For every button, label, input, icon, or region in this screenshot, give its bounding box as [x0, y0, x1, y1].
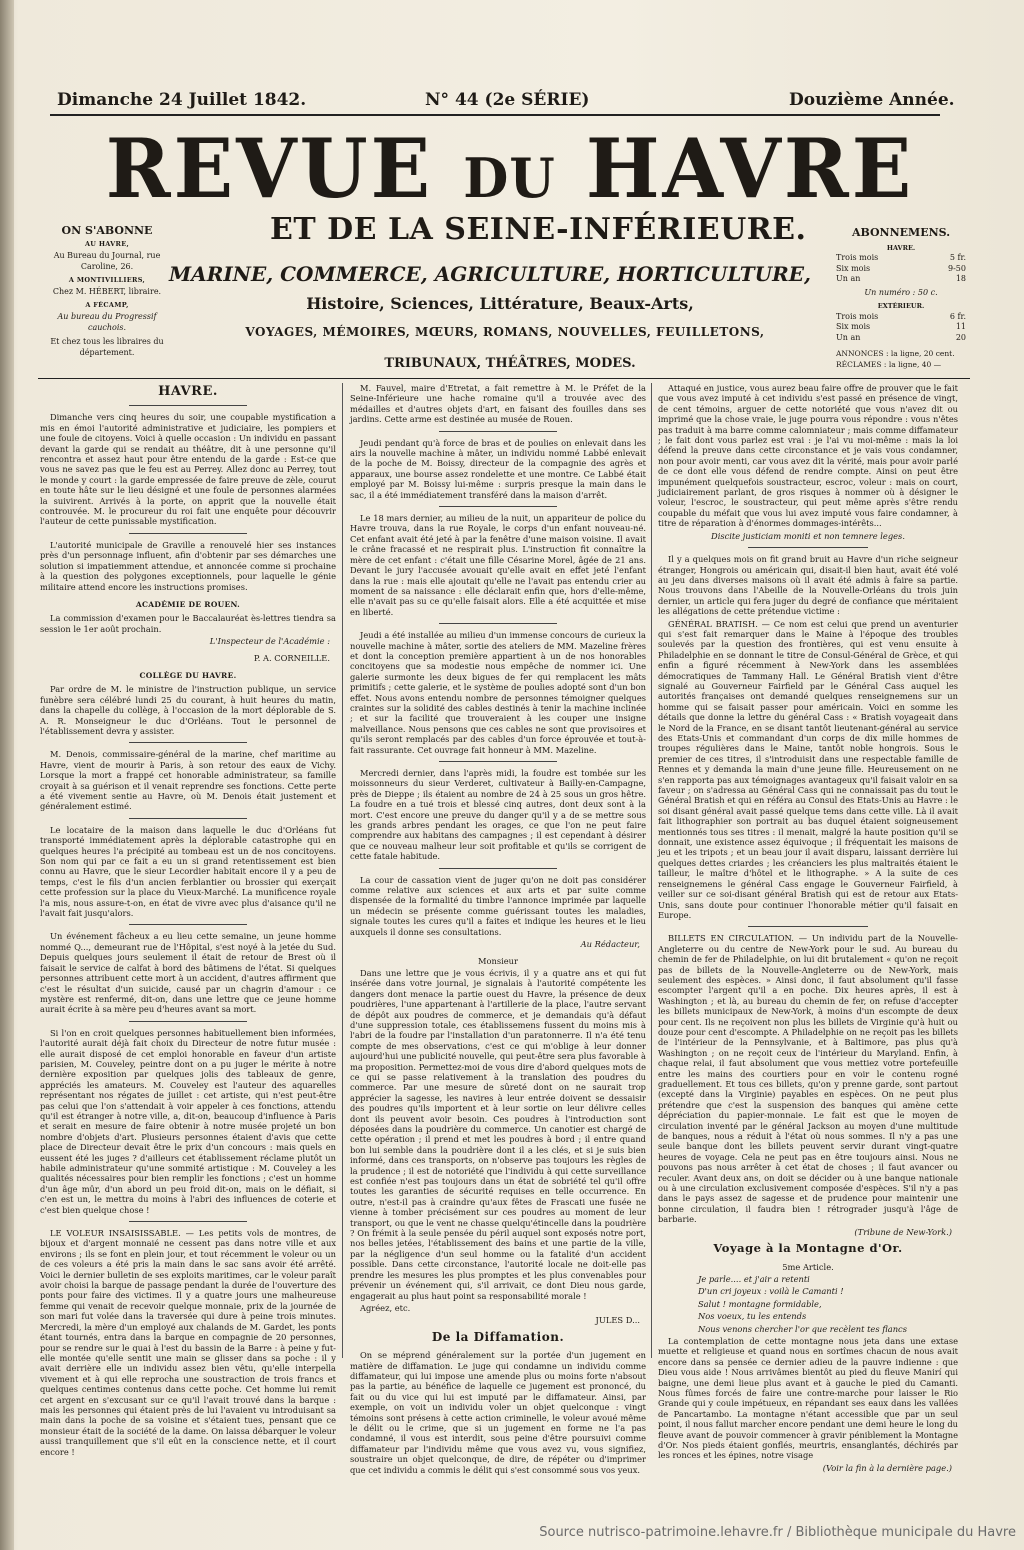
source-credit: (Tribune de New-York.) [854, 1226, 952, 1237]
continued-note: (Voir la fin à la dernière page.) [822, 1462, 952, 1473]
masthead-word-havre: HAVRE [585, 121, 915, 218]
rates-box [836, 228, 966, 370]
divider [439, 761, 557, 762]
divider [748, 926, 868, 927]
poem-line: Salut ! montagne formidable, [698, 1298, 822, 1309]
issue-number: N° 44 (2e SÉRIE) [425, 90, 590, 110]
divider [129, 742, 247, 743]
top-rule [50, 114, 940, 116]
rate-price: 6 fr. [949, 311, 966, 321]
rates-ext-label: EXTÉRIEUR. [877, 302, 925, 310]
rate-period: Six mois [836, 322, 871, 331]
divider [129, 924, 247, 925]
rate-period: Six mois [836, 263, 871, 273]
masthead-word-revue: REVUE [105, 121, 434, 218]
divider [439, 623, 557, 624]
article-paragraph: M. Denois, commissaire-général de la marine, chef maritime au Havre, vient de mourir à Paris, à son retour des eaux de Vichy. Lorsque la mort a frappé cet honorable administrateur, sa famille croyait à sa guérison et il venait reprendre ses fonctions. Cette perte a été vivement sentie au Havre, où M. Denois était justement et généralement estimé. [40, 749, 336, 812]
subscription-place: A FÉCAMP, [85, 301, 129, 309]
rate-period: Trois mois [836, 311, 879, 321]
signature: P. A. CORNEILLE. [253, 652, 330, 663]
article-paragraph: Attaqué en justice, vous aurez beau faire offre de prouver que le fait que vous avez imputé à cet individu s'est passé en présence de vingt, de cent témoins, arguer de cette notoriété que vous n'avez dit ou imprimé que la chose vraie, le juge pourra vous répondre : vous n'êtes pas traduit à ma barre comme calomniateur ; mais comme diffamateur ; le fait dont vous parlez est vrai : je l'ai vu moi-même : mais la loi défend la preuve dans cette circonstance et je vais vous condamner, non pour avoir menti, car vous avez dit la vérité, mais pour avoir parlé de ce dont elle vous défend de rendre compte. Ainsi on peut être impunément quelquefois soustracteur, escroc, voleur : mais on court, judiciairement parlant, de gros risques à nommer où à désigner le voleur, l'escroc, le soustracteur, qui peut même après s'être rendu coupable du méfait que vous lui avez imputé vous faire condamner, à titre de réparation à d'énormes dommages-intérêts... [658, 383, 958, 529]
column-3 [658, 383, 958, 1473]
subscription-place: AU HAVRE, [84, 240, 130, 248]
masthead-word-du: DU [463, 146, 556, 211]
divider [129, 1021, 247, 1022]
tagline-secondary: Histoire, Sciences, Littérature, Beaux-Arts, [306, 294, 694, 313]
masthead-title [40, 121, 980, 224]
subscription-line: Chez M. HÉBERT, libraire. [52, 287, 162, 296]
rate-price: 5 fr. [949, 253, 966, 262]
subscription-line: Au Bureau du Journal, rue Caroline, 26. [53, 251, 161, 271]
subscription-heading: ON S'ABONNE [61, 224, 153, 237]
issue-date: Dimanche 24 Juillet 1842. [57, 90, 307, 110]
poem-line: Nos voeux, tu les entends [698, 1311, 807, 1322]
subscription-line: Au bureau du Progressif cauchois. [57, 312, 157, 332]
article-paragraph: LE VOLEUR INSAISISSABLE. — Les petits vols de montres, de bijoux et d'argent monnaié ne cessent pas dans notre ville et aux environs ; ils se font en plein jour, et tout récemment le voleur ou un de ces voleurs a été pris la main dans le sac sans avoir été arrêté. Voici le dernier bulletin de ses exploits maritimes, car le voleur paraît avoir choisi la barque de passage pendant la durée de l'ouverture des ponts pour faire des victimes. Il y a quatre jours une malheureuse femme qui venait de recevoir quelque monnaie, prix de la journée de son mari fut volée dans la traversée qui dure à peine trois minutes. Mercredi, la mère d'un employé aux chalands de M. Gardet, les ponts étant tournés, entra dans la barque en compagnie de 20 personnes, pour se rendre sur le quai à l'est du bassin de la Barre : à peine y fut-elle montée qu'elle sentit une main se glisser dans sa poche : il y avait derrière elle un individu assez bien vêtu, qu'elle interpella vivement et à qui elle reprocha une soustraction de trois francs et quelques centimes contenus dans cette poche. Cet homme lui remit cet argent en s'excusant sur ce qu'il l'avait trouvé dans la barque : mais les personnes qui étaient près de lui l'avaient vu introduisant sa main dans la poche de sa voisine et s'étaient tues, pensant que ce monsieur était de la société de la dame. On laissa débarquer le voleur aussi tranquillement que s'il eût en la conscience nette, et il court encore ! [40, 1228, 336, 1457]
section-heading-diffamation: De la Diffamation. [431, 1329, 565, 1344]
column-1 [40, 383, 336, 1457]
column-rule [651, 383, 652, 1358]
subscription-box [38, 225, 176, 358]
rate-price: 20 [955, 332, 966, 342]
article-paragraph: Dimanche vers cinq heures du soir, une coupable mystification a mis en émoi l'autorité administrative et judiciaire, les pompiers et une foule de citoyens. Voici à quelle occasion : Un individu en passant devant la garde qui se rendait au théâtre, dit à une personne qu'il rencontra et assez haut pour être entendu de la garde : Est-ce que vous ne savez pas que le feu est au Perrey. Allez donc au Perrey, tout le monde y court : la garde empressée de faire preuve de zèle, courut en toute hâte sur le lieu désigné et une foule de personnes alarmées la suivirent. Arrivés à la porte, on apprit que la nouvelle était controuvée. M. le procureur du roi fait une enquête pour découvrir l'auteur de cette punissable mystification. [40, 412, 336, 527]
rate-reclames: RÉCLAMES : la ligne, 40 — [836, 359, 942, 369]
section-heading-havre: HAVRE. [158, 384, 218, 399]
rates-havre-label: HAVRE. [886, 243, 916, 252]
dateline [55, 90, 955, 114]
article-paragraph: Agréez, etc. [360, 1302, 411, 1313]
rates-heading: ABONNEMENS. [851, 226, 951, 239]
column-rule [342, 383, 343, 1358]
tagline-tertiary: VOYAGES, MÉMOIRES, MŒURS, ROMANS, NOUVELLES, FEUILLETONS, [245, 325, 765, 339]
rate-row [836, 274, 966, 285]
rate-row [836, 322, 966, 333]
tagline-quaternary: TRIBUNAUX, THÉÂTRES, MODES. [384, 356, 636, 371]
divider [439, 506, 557, 507]
rate-row [836, 312, 966, 323]
article-paragraph: GÉNÉRAL BRATISH. — Ce nom est celui que prend un aventurier qui s'est fait remarquer dans le Maine à l'époque des troubles soulevés par la question des frontières, qui est venu ensuite à Philadelphie en se donnant le titre de Consul-Général de Grèce, et qui enfin a figuré récemment à New-York dans les assemblées démocratiques de Tammany Hall. Le Général Bratish vient d'être signalé au Gouverneur Fairfield par le Général Cass auquel les autorités françaises ont demandé quelques renseignemens sur un homme qui se faisait passer pour américain. Voici en somme les détails que donne la lettre du général Cass : « Bratish voyageait dans le Nord de la France, en se disant tantôt lieutenant-général au service des Etats-Unis et commandant d'un corps de dix mille hommes de troupes régulières dans le Maine, tantôt noble hongrois. Sous le premier de ces titres, il s'introduisit dans une respectable famille de Rennes et y demanda la main d'une jeune fille. Heureusement on ne s'en rapporta pas aux témoignages avantageux qu'il faisait valoir en sa faveur ; on s'adressa au Général Cass qui ne connaissait pas du tout le Général Bratish et qui en référa au Consul des Etats-Unis au Havre : le soi disant général avait passé quelque tems dans cette ville. Là il avait fait lithographier son portrait au bas duquel étaient soigneusement mentionnés tous ses titres : il menait, malgré la haute position qu'il se donnait, une existence assez équivoque ; il fréquentait les maisons de jeu et les tripots ; et un beau jour il avait disparu, laissant derrière lui quelques dettes criardes ; les créanciers les plus maltraités étaient le tailleur, le maître d'hôtel et le lithographe. » A la suite de ces renseignemens le général Cass engage le Gouverneur Fairfield, à veiller sur ce soi-disant général Bratish qui est de retour aux Etats-Unis, sans doute pour continuer l'honorable métier qu'il faisait en Europe. [658, 618, 958, 920]
article-paragraph: Dans une lettre que je vous écrivis, il y a quatre ans et qui fut insérée dans votre journal, je signalais à l'autorité compétente les dangers dont menace la partie ouest du Havre, la présence de deux poudrières, l'une appartenant à l'artillerie de la place, l'autre servant de dépôt aux poudres de commerce, et je demandais qu'à défaut d'une suppression totale, ces établissemens fussent du moins mis à l'abri de la foudre par l'installation d'un paratonnerre. Il n'a été tenu compte de mes observations, c'est ce qui m'oblige à leur donner aujourd'hui une publicité nouvelle, qui peut-être sera plus favorable à ma proposition. Permettez-moi de vous dire d'abord quelques mots de ce qui se passe relativement à la translation des poudres du commerce. Par une mesure de sûreté dont on ne saurait trop apprécier la sagesse, les navires à leur entrée doivent se dessaisir des poudres qu'ils importent et à leur sortie on leur délivre celles dont ils peuvent avoir besoin. Ces poudres à l'introduction sont déposées dans la poudrière du commerce. Un canotier est chargé de cette opération ; il prend et met les poudres à bord ; il entre quand bon lui semble dans la poudrière dont il a les clés, et si je suis bien informé, dans ces transports, on n'observe pas toujours les règles de la prudence ; il est de notoriété que l'individu à qui cette surveillance est confiée n'est pas toujours dans un état de sobriété tel qu'il offre toutes les garanties de sécurité requises en telle occurrence. En outre, n'est-il pas à craindre qu'aux fêtes de Frascati une fusée ne vienne à tomber précisément sur ces poudres au moment de leur transport, ou que le vent ne chasse quelqu'étincelle dans la poudrière ? On frémit à la seule pensée du péril auquel sont exposés notre port, nos belles jetées, l'établissement des bains et une partie de la ville, par la négligence d'un seul homme ou la fatalité d'un accident possible. Dans cette circonstance, l'autorité locale ne doit-elle pas prendre les mesures les plus promptes et les plus convenables pour prévenir un événement qui, s'il arrivait, ce dont Dieu nous garde, engagerait au plus haut point sa responsabilité morale ! [350, 967, 646, 1301]
divider [129, 533, 247, 534]
divider [129, 818, 247, 819]
article-paragraph: Mercredi dernier, dans l'après midi, la foudre est tombée sur les moissonneurs du sieur Verderet, cultivateur à Bailly-en-Campagne, près de Dieppe ; ils étaient au nombre de 24 à 25 sous un gros hêtre. La foudre en a tué trois et blessé cinq autres, dont deux sont à la mort. C'est encore une preuve du danger qu'il y a de se mettre sous les grands arbres pendant les orages, ce que l'on ne peut faire comprendre aux habitans des campagnes ; il est cependant à désirer que ce nouveau malheur leur soit profitable et qu'ils se corrigent de cette fatale habitude. [350, 768, 646, 862]
article-paragraph: Si l'on en croit quelques personnes habituellement bien informées, l'autorité aurait déjà fait choix du Directeur de notre futur musée : elle aurait disposé de cet emploi honorable en faveur d'un artiste parisien, M. Couveley, peintre dont on a pu juger le mérite à notre dernière exposition par quelques jolis des tableaux de genre, appréciés les amateurs. M. Couveley est l'auteur des aquarelles représentant nos régates de juillet : cet artiste, qui n'est peut-être pas celui que l'on s'attendait à voir appeler à ces fonctions, attendu qu'il est étranger à notre ville, a, dit-on, beaucoup d'influence à Paris et serait en mesure de faire obtenir à notre musée projeté un bon nombre d'objets d'art. Plusieurs personnes étaient d'avis que cette place de Directeur devait être le prix d'un concours : mais quels en eussent été les juges ? d'ailleurs cet établissement réclame plutôt un habile administrateur qu'une sommité artistique : M. Couveley a les qualités nécessaires pour bien remplir les fonctions ; c'est un homme d'un âge mûr, d'un abord un peu froid dit-on, mais on le défiait, si c'en est un, le mettra du moins à l'abri des influences de coterie et c'est bien quelque chose ! [40, 1027, 336, 1215]
subscription-place: A MONTIVILLIERS, [68, 276, 146, 284]
rate-row [836, 333, 966, 344]
article-paragraph: M. Fauvel, maire d'Etretat, a fait remettre à M. le Préfet de la Seine-Inférieure une hache romaine qu'il a trouvée avec des médailles et d'autres objets d'art, en faisant des fouilles dans ses jardins. Cette arme est destinée au musée de Rouen. [350, 383, 646, 425]
letter-address: Au Rédacteur, [580, 939, 640, 950]
article-number: 5me Article. [782, 1261, 834, 1272]
tagline-primary: MARINE, COMMERCE, AGRICULTURE, HORTICULTURE, [169, 262, 811, 286]
poem-line: Nous venons chercher l'or que recèlent tes flancs [698, 1323, 907, 1334]
masthead-subtitle: ET DE LA SEINE-INFÉRIEURE. [270, 212, 807, 247]
rate-row [836, 253, 966, 264]
divider [129, 1221, 247, 1222]
rate-price: 18 [955, 274, 966, 283]
divider [129, 405, 247, 406]
article-paragraph: Il y a quelques mois on fit grand bruit au Havre d'un riche seigneur étranger, Hongrois ou américain qui, disait-il bien haut, avait été volé au jeu dans diverses maisons où il avait été admis à faire sa partie. Nous trouvons dans l'Abeille de la Nouvelle-Orléans du trois juin dernier, un article qui fera juger du degré de confiance que méritaient les allégations de cette prétendue victime : [658, 554, 958, 617]
rate-annonces: ANNONCES : la ligne, 20 cent. [836, 349, 955, 358]
rate-period: Un an [836, 332, 861, 342]
source-watermark: Source nutrisco-patrimoine.lehavre.fr / Bibliothèque municipale du Havre [539, 1525, 1016, 1540]
divider [439, 431, 557, 432]
sub-heading: ACADÉMIE DE ROUEN. [135, 599, 241, 609]
poem-line: Je parle.... et j'air a retenti [698, 1273, 810, 1284]
article-paragraph: Le locataire de la maison dans laquelle le duc d'Orléans fut transporté immédiatement après la déplorable catastrophe qui en quelques heures l'a précipité au tombeau est un de nos concitoyens. Son nom qui par ce fait a eu un si grand retentissement est bien connu au Havre, que le sieur Lecordier habitait encore il y a peu de temps, c'est le fils d'un ancien ferblantier ou brossier qui exerçait cette profession sur la place du Vieux-Marché. La munificence royale l'a mis, nous assure-t-on, en état de vivre avec plus d'aisance qu'il ne l'avait fait jusqu'alors. [40, 824, 336, 919]
article-paragraph: Le 18 mars dernier, au milieu de la nuit, un appariteur de police du Havre trouva, dans la rue Royale, le corps d'un enfant nouveau-né. Cet enfant avait été jeté à par la fenêtre d'une maison voisine. Il avait le crâne fracassé et ne respirait plus. L'instruction fit connaître la mère de cet enfant : c'était une fille Césarine Morel, âgée de 21 ans. Devant le jury l'accusée avouait qu'elle avait en effet jeté l'enfant dans la rue : mais elle ajoutait qu'elle ne l'avait pas entendu crier au moment de sa naissance : elle déclarait enfin que, hors d'elle-même, elle n'avait pas su ce qu'elle faisait alors. Elle a été acquittée et mise en liberté. [350, 513, 646, 617]
signature: JULES D... [595, 1315, 640, 1326]
article-paragraph: Jeudi a été installée au milieu d'un immense concours de curieux la nouvelle machine à mâter, sortie des ateliers de MM. Mazeline frères et dont la conception première appartient à un de nos honorables concitoyens que sa modestie nous empêche de nommer ici. Une galerie surmonte les deux bigues de fer qui remplacent les mâts primitifs ; cette galerie, et le système de poulies adopté sont d'un bon effet. Nous avons entendu nombre de personnes témoigner quelques craintes sur la solidité des cables destinés à tenir la machine inclinée ; et sur la facilité que trouveraient à les couper une insigne malveillance. Nous pensons que ces cables ne sont que provisoires et qu'ils seront remplacés par des cables d'un force éprouvée et tout-à-fait rassurante. Cet ouvrage fait honneur à MM. Mazeline. [350, 630, 646, 755]
poem-line: D'un cri joyeux : voilà le Camanti ! [698, 1286, 844, 1297]
letter-salutation: Monsieur [478, 955, 518, 966]
rate-price: 11 [955, 322, 966, 331]
article-paragraph: BILLETS EN CIRCULATION. — Un individu part de la Nouvelle-Angleterre ou du centre de New-York pour le sud. Au bureau du chemin de fer de Philadelphie, on lui dit brutalement « qu'on ne reçoit pas de billets de la Nouvelle-Angleterre ou de New-York, mais seulement des espèces. » Ainsi donc, il faut absolument qu'il fasse escompter l'argent qu'il a en poche. Dix heures après, il est à Washington ; et là, au bureau du chemin de fer, on refuse d'accepter les billets municipaux de New-York, à moins d'un escompte de deux pour cent. Ils ne reçoivent non plus les billets de Virginie qu'à huit ou douze pour cent d'escompte. A Philadelphie on ne reçoit pas les billets de l'intérieur de la Pennsylvanie, et à Baltimore, pas plus qu'à Washington ; on ne reçoit ceux de l'intérieur du Maryland. Enfin, à chaque relai, il faut absolument que vous mettiez votre portefeuille entre les mains des courtiers pour en voir le contenu rogné graduellement. Et tous ces billets, qu'on y prenne garde, sont partout (excepté dans la Virginie) payables en espèces. On ne peut plus prétendre que c'est la suspension des banques qui amène cette dépréciation du papier-monnaie. Le fait est que le moyen de circulation inventé par le général Jackson au moyen d'une multitude de banques, nous a réduit à l'état où nous sommes. Il n'y a pas une seule banque dont les billets peuvent servir durant vingt-quatre heures de voyage. Cela ne peut pas en être toujours ainsi. Nous ne pouvons pas nous arrêter à cet état de choses ; il faut avancer ou reculer. Avant deux ans, on doit se décider ou à une banque nationale ou à une circulation exclusivement composée d'espèces. S'il n'y a pas dans le pays assez de sagesse et de prudence pour maintenir une bonne circulation, il faudra bien ! rétrograder jusqu'à l'âge de barbarie. [658, 933, 958, 1225]
rate-row [836, 264, 966, 275]
divider [748, 547, 868, 548]
issue-year: Douzième Année. [789, 90, 955, 110]
signature: L'Inspecteur de l'Académie : [209, 636, 330, 647]
article-paragraph: La cour de cassation vient de juger qu'on ne doit pas considérer comme relative aux sciences et aux arts et par suite comme dispensée de la formalité du timbre l'annonce imprimée par laquelle un médecin se présente comme guérissant toutes les maladies, signale toutes les cures qu'il a faites et indique les heures et le lieu auxquels il donne ses consultations. [350, 874, 646, 937]
sub-heading: COLLÈGE DU HAVRE. [139, 670, 237, 680]
latin-quote: Discite justiciam moniti et non temnere leges. [711, 530, 905, 541]
rate-period: Un an [836, 274, 861, 283]
rate-period: Trois mois [836, 253, 879, 262]
subscription-line: Et chez tous les libraires du département. [50, 337, 164, 357]
section-heading-voyage: Voyage à la Montagne d'Or. [713, 1241, 903, 1256]
article-paragraph: Un événement fâcheux a eu lieu cette semaine, un jeune homme nommé Q..., demeurant rue de l'Hôpital, s'est noyé à la jetée du Sud. Depuis quelques jours seulement il était de retour de Brest où il faisait le service de calfat à bord des bâtimens de l'état. Si quelques personnes attribuent cette mort à un accident, d'autres affirment que c'est le résultat d'un suicide, causé par un chagrin d'amour : ce mystère est renfermé, dit-on, dans une lettre que ce jeune homme aurait écrite à sa mère peu d'heures avant sa mort. [40, 931, 336, 1015]
header-bottom-rule [38, 378, 970, 379]
rate-single-issue: Un numéro : 50 c. [864, 287, 938, 297]
article-paragraph: Jeudi pendant qu'à force de bras et de poulies on enlevait dans les airs la nouvelle machine à mâter, un individu nommé Labbé enlevait de la poche de M. Boissy, directeur de la compagnie des agrès et apparaux, une bourse assez rondelette et une montre. Ce Labbé était employé par M. Boissy lui-même : surpris presque la main dans le sac, il a été immédiatement transféré dans la maison d'arrêt. [350, 437, 646, 500]
article-paragraph: L'autorité municipale de Graville a renouvelé hier ses instances près d'un personnage influent, afin d'obtenir par ses démarches une solution si impatiemment attendue, et annoncée comme si prochaine à la question des polygones exceptionnels, pour laquelle le génie militaire attend encore les instructions promises. [40, 539, 336, 592]
article-paragraph: On se méprend généralement sur la portée d'un jugement en matière de diffamation. Le juge qui condamne un individu comme diffamateur, qui lui impose une amende plus ou moins forte n'absout pas la partie, au bénéfice de laquelle ce jugement est prononcé, du fait ou du vice qui lui est imputé par le diffamateur. Ainsi, par exemple, on voit un individu voler un objet quelconque : vingt témoins sont présens à cette action criminelle, le voleur avoué même le délit ou le crime, que si un jugement en forme ne l'a pas condamné, il vous est interdit, sous peine d'être poursuivi comme diffamateur par l'individu même que vous avez vu, vous signifiez, soustraire un objet quelconque, de dire, de répéter ou d'imprimer que cet individu a commis le délit qui s'est consommé sous vos yeux. [350, 1350, 646, 1475]
article-paragraph: Par ordre de M. le ministre de l'instruction publique, un service funèbre sera célébré lundi 25 du courant, à huit heures du matin, dans la chapelle du collège, à l'occasion de la mort déplorable de S. A. R. Monseigneur le duc d'Orléans. Tout le personnel de l'établissement devra y assister. [40, 684, 336, 736]
rate-price: 9-50 [948, 263, 966, 273]
divider [439, 868, 557, 869]
page-fold-shadow [0, 0, 14, 1550]
article-paragraph: La commission d'examen pour le Baccalauréat ès-lettres tiendra sa session le 1er août prochain. [40, 613, 336, 634]
article-paragraph: La contemplation de cette montagne nous jeta dans une extase muette et religieuse et quand nous en sortîmes chacun de nous avait encore dans sa pensée ce dernier adieu de la pauvre indienne : que Dieu vous aide ! Nous arrivâmes bientôt au pied du fleuve Manirí qui baigne, une demi lieue plus avant et à gauche le pied du Camanti. Nous fûmes forcés de faire une contre-marche pour laisser le Rio Grande qui y coule impétueux, en répandant ses eaux dans les vallées de Pancartambo. La montagne n'étant accessible que par un seul point, il nous fallut marcher encore pendant une demi heure le long du fleuve avant de pouvoir commencer à gravir péniblement la Montagne d'Or. Nos pieds étaient gonflés, meurtris, ensanglantés, déchirés par les ronces et les épines, notre visage [658, 1335, 958, 1461]
column-2 [350, 383, 646, 1475]
